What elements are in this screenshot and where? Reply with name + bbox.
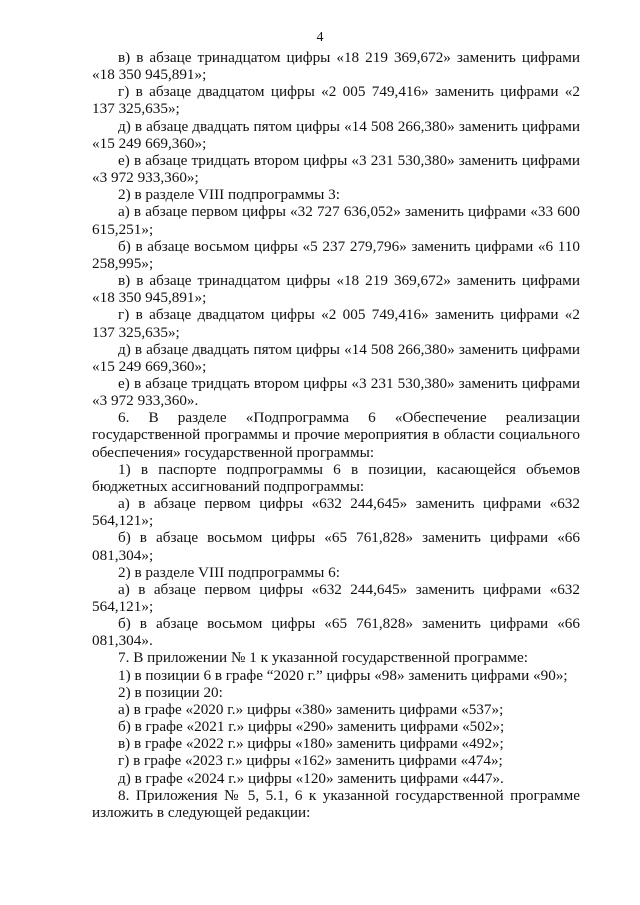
paragraph: б) в графе «2021 г.» цифры «290» заменить цифрами «502»; bbox=[118, 718, 505, 736]
paragraph: 2) в разделе VIII подпрограммы 6: bbox=[118, 563, 340, 581]
paragraph: г) в графе «2023 г.» цифры «162» заменить цифрами «474»; bbox=[118, 752, 503, 770]
paragraph: в) в абзаце тринадцатом цифры «18 219 369,672» заменить цифрами «18 350 945,891»; bbox=[92, 272, 580, 307]
paragraph: а) в абзаце первом цифры «632 244,645» заменить цифрами «632 564,121»; bbox=[92, 580, 580, 615]
paragraph: а) в абзаце первом цифры «632 244,645» заменить цифрами «632 564,121»; bbox=[92, 495, 580, 530]
paragraph: г) в абзаце двадцатом цифры «2 005 749,416» заменить цифрами «2 137 325,635»; bbox=[92, 306, 580, 341]
paragraph: 8. Приложения № 5, 5.1, 6 к указанной государственной программе изложить в следующей редакции: bbox=[92, 786, 580, 821]
paragraph: в) в абзаце тринадцатом цифры «18 219 369,672» заменить цифрами «18 350 945,891»; bbox=[92, 49, 580, 84]
page-number: 4 bbox=[316, 30, 324, 45]
paragraph: д) в графе «2024 г.» цифры «120» заменить цифрами «447». bbox=[118, 769, 504, 787]
document-body bbox=[92, 49, 580, 821]
paragraph: д) в абзаце двадцать пятом цифры «14 508 266,380» заменить цифрами «15 249 669,360»; bbox=[92, 340, 580, 375]
paragraph: б) в абзаце восьмом цифры «65 761,828» заменить цифрами «66 081,304»; bbox=[92, 529, 580, 564]
paragraph: г) в абзаце двадцатом цифры «2 005 749,416» заменить цифрами «2 137 325,635»; bbox=[92, 83, 580, 118]
paragraph: б) в абзаце восьмом цифры «5 237 279,796» заменить цифрами «6 110 258,995»; bbox=[92, 237, 580, 272]
paragraph: е) в абзаце тридцать втором цифры «3 231 530,380» заменить цифрами «3 972 933,360». bbox=[92, 374, 580, 410]
paragraph: 6. В разделе «Подпрограмма 6 «Обеспечение реализации государственной программы и прочие мероприятия в области социального обеспечения» государственной программы: bbox=[92, 409, 580, 461]
paragraph: 2) в разделе VIII подпрограммы 3: bbox=[118, 186, 340, 204]
paragraph: 1) в паспорте подпрограммы 6 в позиции, касающейся объемов бюджетных ассигнований подпрограммы: bbox=[92, 460, 580, 495]
paragraph: е) в абзаце тридцать втором цифры «3 231 530,380» заменить цифрами «3 972 933,360»; bbox=[92, 151, 580, 187]
paragraph: д) в абзаце двадцать пятом цифры «14 508 266,380» заменить цифрами «15 249 669,360»; bbox=[92, 117, 580, 152]
paragraph: а) в абзаце первом цифры «32 727 636,052» заменить цифрами «33 600 615,251»; bbox=[92, 203, 580, 238]
paragraph: а) в графе «2020 г.» цифры «380» заменить цифрами «537»; bbox=[118, 700, 504, 718]
paragraph: 7. В приложении № 1 к указанной государственной программе: bbox=[118, 649, 528, 667]
paragraph: 2) в позиции 20: bbox=[118, 683, 223, 701]
paragraph: 1) в позиции 6 в графе “2020 г.” цифры «98» заменить цифрами «90»; bbox=[118, 666, 568, 684]
paragraph: в) в графе «2022 г.» цифры «180» заменить цифрами «492»; bbox=[118, 735, 504, 753]
paragraph: б) в абзаце восьмом цифры «65 761,828» заменить цифрами «66 081,304». bbox=[92, 615, 580, 650]
